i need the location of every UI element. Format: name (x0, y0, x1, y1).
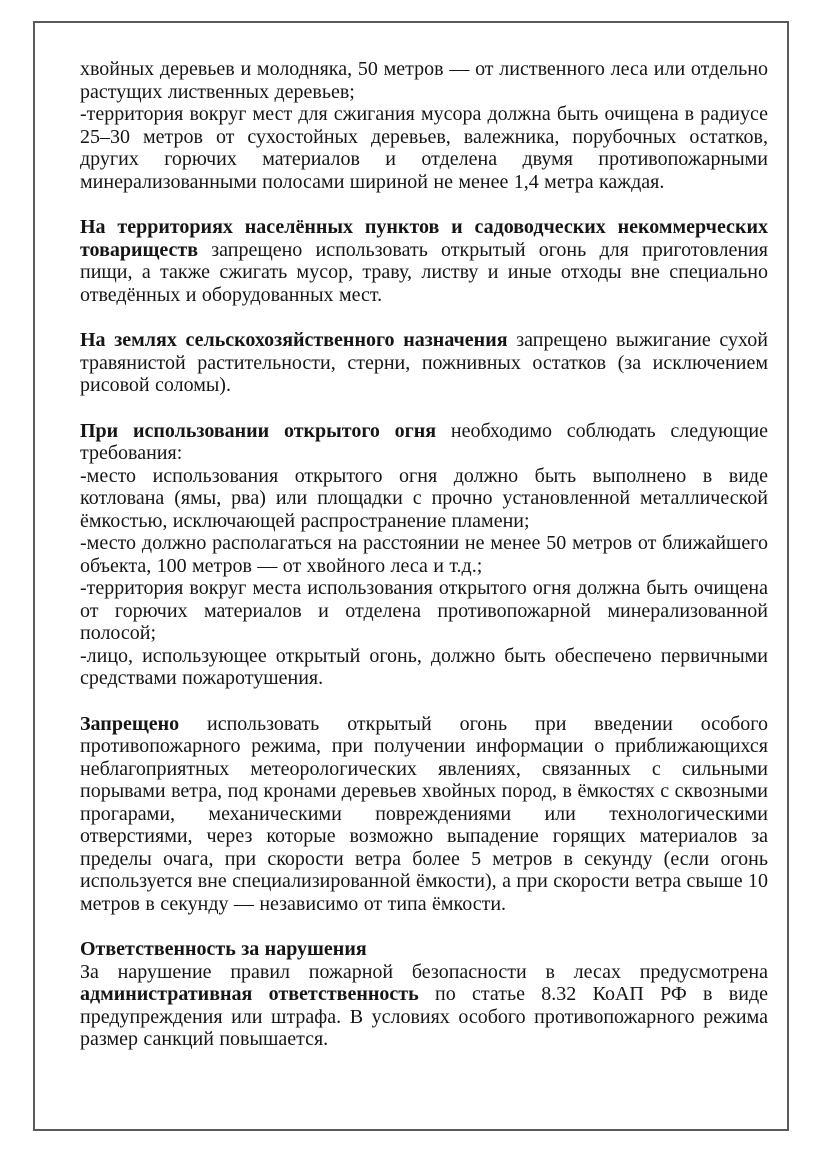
bold-lead-text: На землях сельскохозяйственного назначения (80, 329, 508, 351)
text-line (80, 961, 768, 1051)
bold-phrase-text: административная ответственность (80, 983, 419, 1005)
paragraph-agricultural-lands-rule (80, 329, 768, 397)
list-item-line: -место использования открытого огня должно быть выполнено в виде котлована (ямы, рва) или площадки с прочно установленной металлической ёмкостью, исключающей распространение пламени; (80, 464, 768, 532)
text-line: -территория вокруг мест для сжигания мусора должна быть очищена в радиусе 25–30 метров от сухостойных деревьев, валежника, порубочных остатков, других горючих материалов и отделена двумя противопожарными минерализованными полосами шириной не менее 1,4 метра каждая. (80, 103, 768, 193)
document-content (80, 58, 768, 1051)
bold-lead-text: Запрещено (80, 712, 180, 735)
body-text: необходимо соблюдать следующие требования: (80, 419, 768, 464)
body-text: использовать открытый огонь при введении особого противопожарного режима, при получении информации о приближающихся неблагоприятных метеорологических явлениях, связанных с сильными порывами ветра, под кронами деревьев хвойных пород, в ёмкостях с сквозными прогарами, механическими повреждениями или технологическими отверстиями, через которые возможно выпадение горящих материалов за пределы очага, при скорости ветра более 5 метров в секунду (если огонь используется вне специализированной ёмкости), а при скорости ветра свыше 10 метров в секунду — независимо от типа ёмкости. (80, 712, 768, 915)
list-item-line: -территория вокруг места использования открытого огня должна быть очищена от горючих материалов и отделена противопожарной минерализованной полосой; (80, 577, 768, 644)
paragraph-settlements-rule (80, 216, 768, 306)
text-line (80, 216, 768, 306)
text-line (80, 420, 768, 465)
list-item-line: -место должно располагаться на расстоянии не менее 50 метров от ближайшего объекта, 100 метров — от хвойного леса и т.д.; (80, 532, 768, 577)
bold-lead-text: При использовании открытого огня (80, 419, 437, 442)
paragraph-prohibitions (80, 713, 768, 916)
paragraph-open-fire-requirements (80, 420, 768, 690)
paragraph-distance-requirements (80, 58, 768, 193)
section-heading: Ответственность за нарушения (80, 938, 367, 960)
body-text: по статье 8.32 КоАП РФ в виде предупреждения или штрафа. В условиях особого противопожарного режима размер санкций повышается. (80, 983, 769, 1050)
text-line (80, 329, 768, 397)
list-item-line: -лицо, использующее открытый огонь, должно быть обеспечено первичными средствами пожаротушения. (80, 644, 768, 689)
body-text: запрещено выжигание сухой травянистой растительности, стерни, пожнивных остатков (за исключением рисовой соломы). (80, 329, 768, 396)
text-line: хвойных деревьев и молодняка, 50 метров — от лиственного леса или отдельно растущих лиственных деревьев; (80, 58, 768, 103)
body-text: запрещено использовать открытый огонь для приготовления пищи, а также сжигать мусор, траву, листву и иные отходы вне специально отведённых и оборудованных мест. (80, 238, 768, 306)
body-text: За нарушение правил пожарной безопасности в лесах предусмотрена (80, 960, 768, 983)
paragraph-liability (80, 938, 768, 1051)
bold-lead-text: На территориях населённых пунктов и садоводческих некоммерческих товариществ (80, 216, 768, 261)
text-line (80, 713, 768, 916)
